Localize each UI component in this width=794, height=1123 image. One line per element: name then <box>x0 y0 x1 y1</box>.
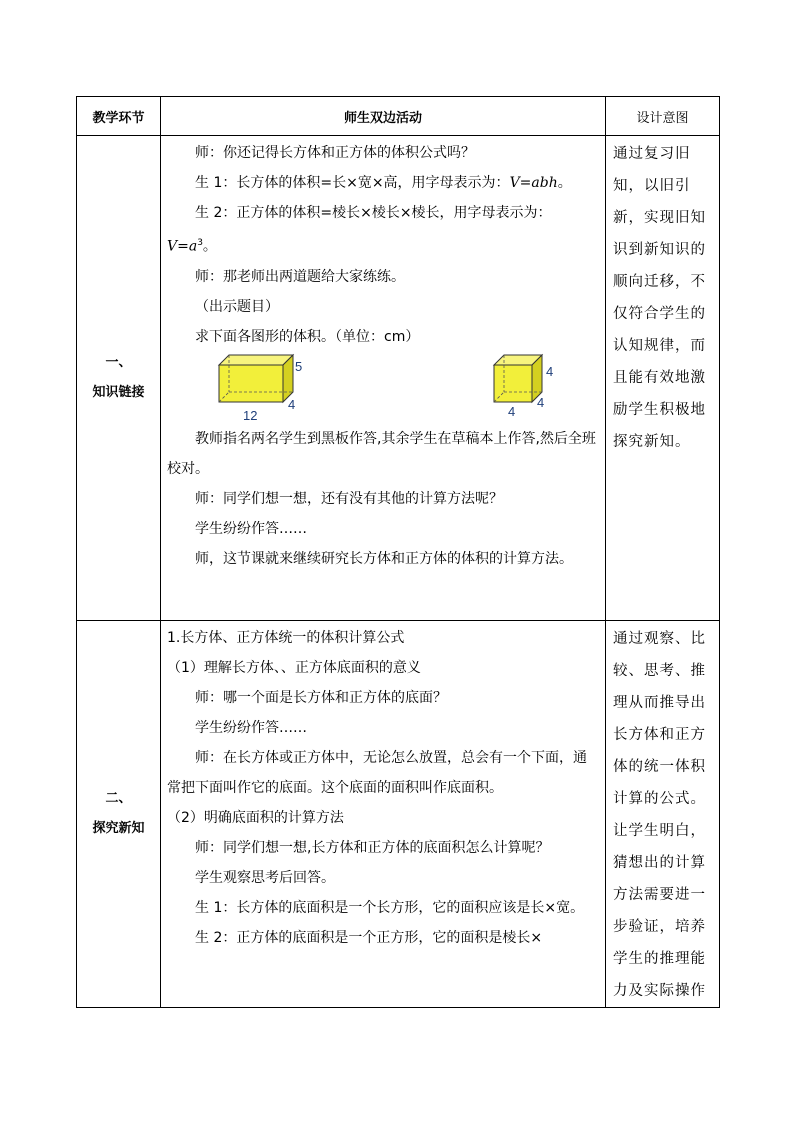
s2-line-3: 师：哪一个面是长方体和正方体的底面？ <box>195 690 447 706</box>
stage-1-name: 知识链接 <box>92 385 145 400</box>
lesson-plan-table <box>76 96 720 1008</box>
s2-line-2: （1）理解长方体、、正方体底面积的意义 <box>167 660 421 676</box>
cuboid-12x4x5 <box>219 355 302 423</box>
s1-line-9: 学生纷纷作答…… <box>195 520 307 537</box>
header-stage: 教学环节 <box>77 97 161 136</box>
design-cell-2 <box>606 621 720 1008</box>
s1-line-6: 求下面各图形的体积。（单位：cm） <box>195 328 420 345</box>
design-cell-1 <box>606 136 720 621</box>
stage-2-name: 探究新知 <box>92 821 145 836</box>
activity-cell-2 <box>161 621 606 1008</box>
s1-line-1: 师：你还记得长方体和正方体的体积公式吗？ <box>195 145 475 161</box>
stage-cell-2 <box>77 621 161 1008</box>
s2-line-6: （2）明确底面积的计算方法 <box>167 810 344 826</box>
cube-4 <box>494 355 553 419</box>
s1-line-3: 生 2：正方体的体积=棱长×棱长×棱长，用字母表示为：$V=a^3$。 <box>167 205 552 255</box>
header-activity: 师生双边活动 <box>161 97 606 136</box>
activity-cell-1 <box>161 136 606 621</box>
stage-cell-1 <box>77 136 161 621</box>
section-2-row <box>77 621 720 1008</box>
design-text-1: 通过复习旧知，以旧引新，实现旧知识到新知识的顺向迁移，不仅符合学生的认知规律，而且能有效地激励学生积极地探究新知。 <box>613 146 706 450</box>
s2-line-7: 师：同学们想一想,长方体和正方体的底面积怎么计算呢？ <box>195 840 550 856</box>
s2-line-10: 生 2：正方体的底面积是一个正方形，它的面积是棱长× <box>195 930 543 946</box>
s1-line-4: 师：那老师出两道题给大家练练。 <box>195 268 405 285</box>
cuboid-figures-svg <box>167 352 597 424</box>
header-row <box>77 97 720 136</box>
cube-edge-label-right: 4 <box>537 394 545 410</box>
stage-2-number: 二、 <box>105 791 132 806</box>
header-design: 设计意图 <box>606 97 720 136</box>
s1-line-7: 教师指名两名学生到黑板作答,其余学生在草稿本上作答,然后全班校对。 <box>167 430 596 477</box>
s2-line-9: 生 1：长方体的底面积是一个长方形，它的面积应该是长×宽。 <box>195 900 585 916</box>
s2-line-5: 师：在长方体或正方体中，无论怎么放置，总会有一个下面，通常把下面叫作它的底面。这个底面的面积叫作底面积。 <box>167 750 587 796</box>
cuboid-length-label: 12 <box>243 407 258 423</box>
cube-edge-label-top: 4 <box>546 363 554 379</box>
cuboid-height-label: 5 <box>295 358 303 374</box>
design-text-2: 通过观察、比较、思考、推理从而推导出长方体和正方体的统一体积计算的公式。让学生明白，猜想出的计算方法需要进一步验证，培养学生的推理能力及实际操作 <box>613 631 706 999</box>
cuboid-width-label: 4 <box>288 396 296 412</box>
s2-line-8: 学生观察思考后回答。 <box>195 870 335 886</box>
s1-line-10: 师，这节课就来继续研究长方体和正方体的体积的计算方法。 <box>195 550 573 567</box>
cuboid-figures <box>167 352 599 424</box>
cube-edge-label-bottom: 4 <box>508 403 516 419</box>
section-1-row <box>77 136 720 621</box>
stage-1-number: 一、 <box>105 355 132 370</box>
s2-line-4: 学生纷纷作答…… <box>195 720 307 736</box>
s1-line-5: （出示题目） <box>195 298 279 315</box>
s1-line-8: 师：同学们想一想，还有没有其他的计算方法呢？ <box>195 490 503 507</box>
s1-line-2: 生 1：长方体的体积=长×宽×高，用字母表示为：V=abh。 <box>195 175 572 191</box>
s2-line-1: 1.长方体、正方体统一的体积计算公式 <box>167 630 405 646</box>
